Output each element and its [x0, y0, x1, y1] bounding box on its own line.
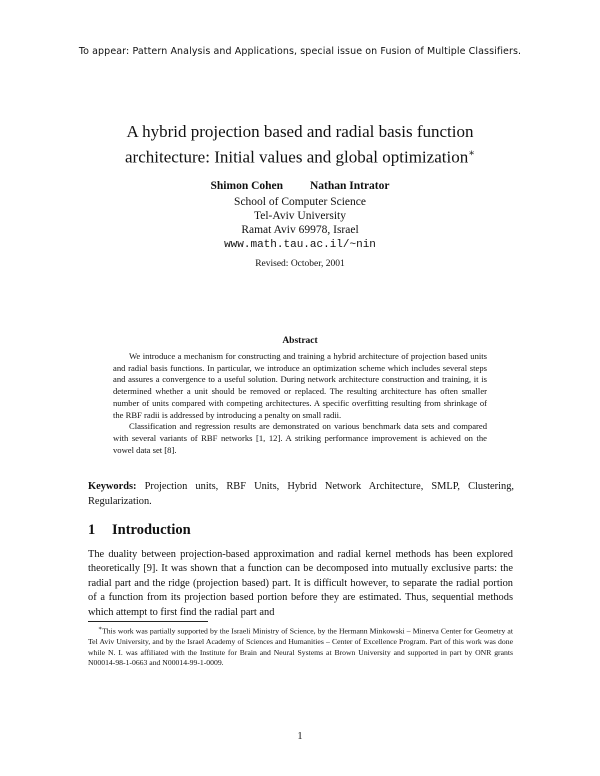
publication-note: To appear: Pattern Analysis and Applications, special issue on Fusion of Multiple Classifiers. [78, 46, 522, 57]
page-number: 1 [297, 731, 303, 742]
intro-paragraph: The duality between projection-based approximation and radial kernel methods has been explored theoretically [9]. It was shown that a function can be decomposed into mutually exclusive parts: the radial part and the ridge (projection based) part. It is difficult however, to separate the radial portion of a function from its projection based portion before they are estimated. Thus, sequential methods which attempt to first find the radial part and [88, 549, 513, 618]
author-name: Shimon Cohen [210, 180, 284, 192]
section-heading [88, 522, 191, 539]
paper-title [80, 121, 520, 169]
footnote-divider [88, 621, 208, 622]
keywords-text: Projection units, RBF Units, Hybrid Network Architecture, SMLP, Clustering, Regularization. [88, 481, 514, 507]
author-url-link[interactable]: www.math.tau.ac.il/~nin [224, 239, 376, 251]
abstract-body [113, 351, 487, 456]
section-number: 1 [88, 522, 96, 538]
affiliation-address: Ramat Aviv 69978, Israel [241, 224, 359, 236]
affiliation-university: Tel-Aviv University [254, 210, 346, 222]
author-name: Nathan Intrator [309, 180, 390, 192]
footnote-text: This work was partially supported by the Israeli Ministry of Science, by the Hermann Minkowski – Minerva Center for Geometry at Tel Aviv University, and by the Israel Academy of Sciences and Humanities – Center of Excellence Program. Part of this work was done while N. I. was affiliated with the Institute for Brain and Neural Systems at Brown University and supported in part by ONR grants N00014-98-1-0663 and N00014-99-1-0009. [88, 626, 513, 668]
title-line-1: A hybrid projection based and radial basis function [126, 122, 474, 141]
keywords-label: Keywords: [88, 481, 137, 492]
title-footnote-mark: ∗ [468, 148, 475, 159]
revision-date: Revised: October, 2001 [255, 259, 345, 269]
affiliation-school: School of Computer Science [234, 196, 366, 208]
abstract-paragraph: We introduce a mechanism for constructing and training a hybrid architecture of projection based units and radial basis functions. In particular, we introduce an optimization scheme which includes several steps and assures a convergence to a useful solution. During network architecture construction and training, it is determined whether a unit should be removed or replaced. The resulting architecture has often smaller number of units compared with competing architectures. A specific overfitting resulting from shrinkage of the RBF radii is addressed by introducing a penalty on small radii. [113, 351, 487, 420]
footnote [88, 624, 513, 669]
affiliation-url [0, 237, 600, 252]
footnote-mark: ∗ [98, 626, 103, 632]
abstract-heading: Abstract [282, 336, 318, 346]
intro-body [88, 548, 513, 620]
keywords [88, 480, 514, 509]
section-title: Introduction [112, 522, 191, 538]
title-line-2: architecture: Initial values and global optimization∗ [125, 147, 475, 167]
abstract-paragraph: Classification and regression results are demonstrated on various benchmark data sets and compared with several variants of RBF networks [1, 12]. A striking performance improvement is achieved on the vowel data set [8]. [113, 421, 487, 455]
author-list [0, 180, 600, 192]
